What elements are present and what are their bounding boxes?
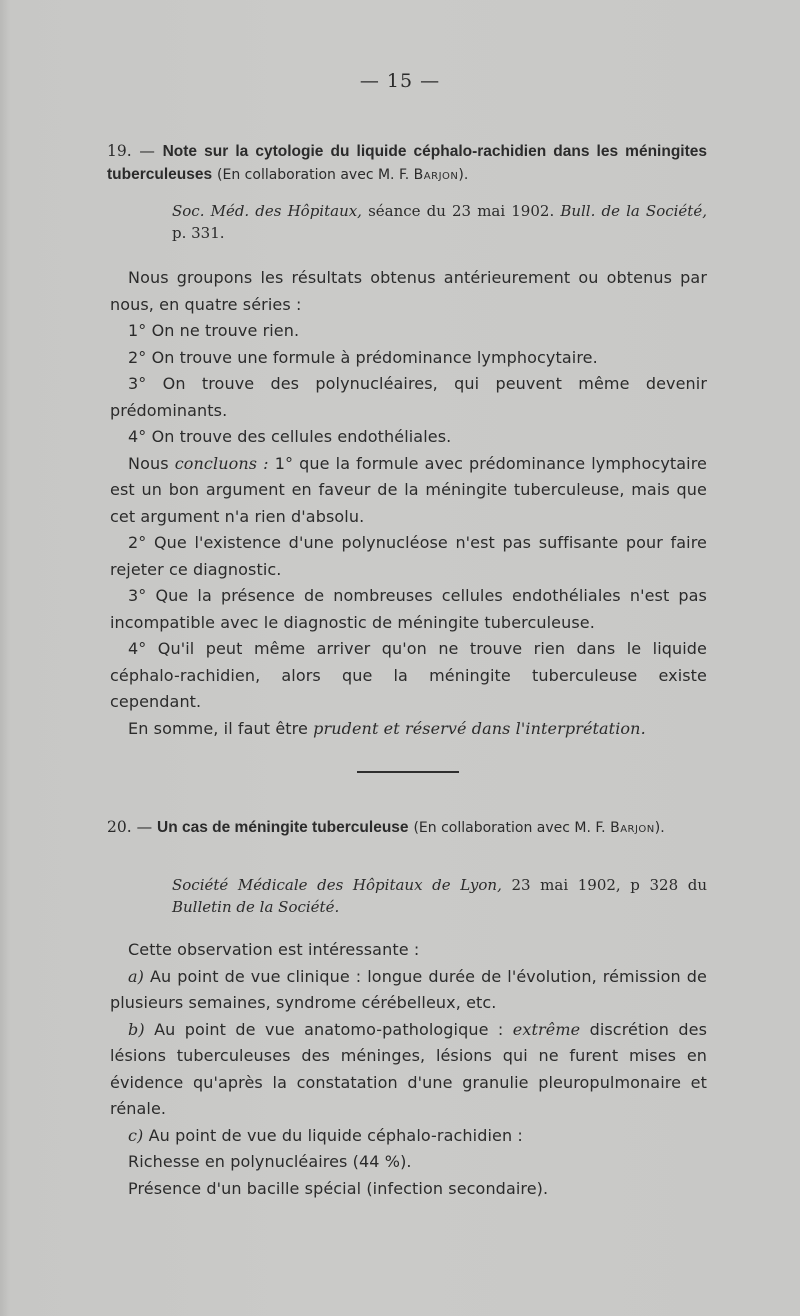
point-c-label: c) <box>128 1125 144 1145</box>
point-a <box>110 964 707 1017</box>
entry-19-body <box>110 265 707 742</box>
collab-suffix: ). <box>458 167 469 183</box>
point-b-italic: extrême <box>512 1019 581 1039</box>
entry-title-text: Un cas de méningite tuberculeuse <box>157 819 409 836</box>
intro-paragraph: Cette observation est intéressante : <box>128 940 420 959</box>
summary-italic: prudent et réservé dans l'interprétation. <box>313 718 646 738</box>
entry-title-text: Note sur la cytologie du liquide céphalo-rachidien dans les méningites tuberculeuses <box>107 143 708 183</box>
page-number: — 15 — <box>359 70 441 92</box>
conclusion-rest: 1° que la formule avec prédominance lymphocytaire est un bon argument en faveur de la méningite tuberculeuse, mais que cet argument n'a rien d'absolu. <box>110 453 707 526</box>
point-b-label: b) <box>128 1019 145 1039</box>
conclusion-paragraph <box>110 451 707 531</box>
collaboration-note <box>217 167 468 183</box>
source-date: 23 mai 1902, p 328 du <box>511 876 707 894</box>
entry-20-body <box>110 937 707 1202</box>
summary-paragraph <box>110 716 707 743</box>
collab-suffix: ). <box>654 820 665 836</box>
point-b <box>110 1017 707 1123</box>
source-journal: Société Médicale des Hôpitaux de Lyon, <box>172 876 502 894</box>
collab-name: Barjon <box>413 167 459 183</box>
conclusion-start: Nous <box>128 453 169 473</box>
point-a-text: Au point de vue clinique : longue durée de l'évolution, rémission de plusieurs semaines, syndrome cérébelleux, etc. <box>110 966 707 1012</box>
source-journal: Soc. Méd. des Hôpitaux, <box>172 202 362 220</box>
paragraph: 4° Qu'il peut même arriver qu'on ne trouve rien dans le liquide céphalo-rachidien, alors que la méningite tuberculeuse existe cependant. <box>110 639 707 711</box>
paragraph: 4° On trouve des cellules endothéliales. <box>128 427 452 446</box>
collab-prefix: (En collaboration avec M. F. <box>217 167 410 183</box>
point-b-start: Au point de vue anatomo-pathologique : <box>154 1019 504 1039</box>
entry-19-title <box>107 140 707 186</box>
collaboration-note <box>413 820 664 836</box>
summary-start: En somme, il faut être <box>128 718 308 738</box>
point-b-rest: discrétion des lésions tuberculeuses des méninges, lésions qui ne furent mises en évidence qu'après la constatation d'une granulie pleuropulmonaire et rénale. <box>110 1019 708 1118</box>
collab-name: Barjon <box>610 820 655 836</box>
entry-19-source <box>172 200 707 244</box>
point-c-line: Richesse en polynucléaires (44 %). <box>128 1152 412 1171</box>
point-c <box>110 1123 707 1150</box>
paragraph: 2° Que l'existence d'une polynucléose n'est pas suffisante pour faire rejeter ce diagnostic. <box>110 533 707 579</box>
point-c-text: Au point de vue du liquide céphalo-rachidien : <box>148 1125 523 1145</box>
entry-number: 20. — <box>107 818 153 836</box>
point-a-label: a) <box>128 966 144 986</box>
conclusion-italic: concluons : <box>174 453 269 473</box>
source-bulletin: Bulletin de la Société. <box>172 898 340 916</box>
entry-20-title <box>107 816 707 839</box>
paragraph: 3° On trouve des polynucléaires, qui peuvent même devenir prédominants. <box>110 374 707 420</box>
entry-20-source <box>172 874 707 918</box>
collab-prefix: (En collaboration avec M. F. <box>413 820 606 836</box>
paragraph: Nous groupons les résultats obtenus antérieurement ou obtenus par nous, en quatre séries : <box>110 268 707 314</box>
paragraph: 3° Que la présence de nombreuses cellules endothéliales n'est pas incompatible avec le diagnostic de méningite tuberculeuse. <box>110 586 707 632</box>
paragraph: 2° On trouve une formule à prédominance lymphocytaire. <box>128 347 598 367</box>
source-bulletin: Bull. de la Société, <box>560 202 707 220</box>
paragraph: 1° On ne trouve rien. <box>128 321 300 340</box>
source-page: p. 331. <box>172 224 225 242</box>
source-date: séance du 23 mai 1902. <box>368 202 555 220</box>
section-divider <box>357 771 459 773</box>
point-c-line: Présence d'un bacille spécial (infection secondaire). <box>128 1178 549 1198</box>
entry-number: 19. — <box>107 142 155 160</box>
